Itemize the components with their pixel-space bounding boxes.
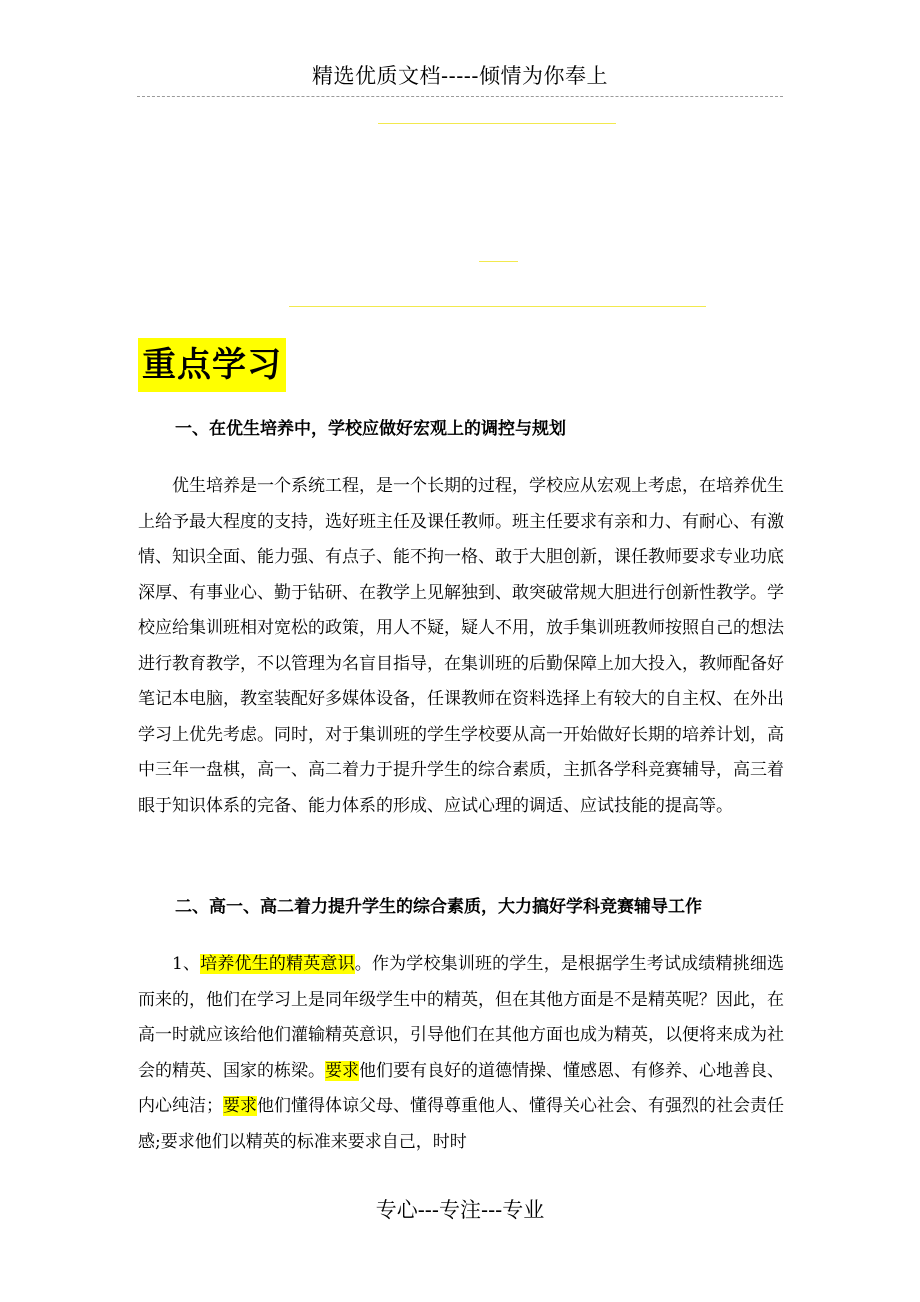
section-heading-2: 二、高一、高二着力提升学生的综合素质，大力搞好学科竞赛辅导工作 — [175, 897, 702, 917]
main-heading: 重点学习 — [138, 338, 286, 392]
item-number: 1、 — [172, 954, 201, 974]
paragraph-text-a: 。作为学校集训班的学生，是根据学生考试成绩精挑细选而来的，他们在学习上是同年级学生中的精英，但在其他方面是不是精英呢？因此，在高一时就应该给他们灌输精英意识，引导他们在其他方面也成为精英，以便将来成为社会的精英、国家的栋梁。 — [138, 954, 784, 1081]
section-heading-1: 一、在优生培养中，学校应做好宏观上的调控与规划 — [175, 419, 566, 439]
header-title: 精选优质文档-----倾情为你奉上 — [312, 64, 608, 88]
section-paragraph-1: 优生培养是一个系统工程，是一个长期的过程，学校应从宏观上考虑，在培养优生上给予最大程度的支持，选好班主任及课任教师。班主任要求有亲和力、有耐心、有激情、知识全面、能力强、有点子、能不拘一格、敢于大胆创新，课任教师要求专业功底深厚、有事业心、勤于钻研、在教学上见解独到、敢突破常规大胆进行创新性教学。学校应给集训班相对宽松的政策，用人不疑，疑人不用，放手集训班教师按照自己的想法进行教育教学，不以管理为名盲目指导，在集训班的后勤保障上加大投入，教师配备好笔记本电脑，教室装配好多媒体设备，任课教师在资料选择上有较大的自主权、在外出学习上优先考虑。同时，对于集训班的学生学校要从高一开始做好长期的培养计划，高中三年一盘棋，高一、高二着力于提升学生的综合素质，主抓各学科竞赛辅导，高三着眼于知识体系的完备、能力体系的形成、应试心理的调适、应试技能的提高等。 — [138, 476, 784, 816]
footer-text: 专心---专注---专业 — [375, 1198, 545, 1222]
section-paragraph-2 — [138, 947, 784, 1160]
decor-line-short — [479, 261, 518, 262]
highlighted-keyword-2: 要求 — [223, 1096, 257, 1116]
paragraph-text-b: 他们要有良好的道德情操、懂感恩、有修养、心地善良、内心纯洁； — [138, 1060, 784, 1116]
header-divider — [137, 96, 783, 97]
highlighted-item-title: 培养优生的精英意识 — [200, 954, 355, 974]
paragraph-text-c: 他们懂得体谅父母、懂得尊重他人、懂得关心社会、有强烈的社会责任感;要求他们以精英的标准来要求自己，时时 — [138, 1096, 784, 1152]
decor-line-long — [289, 306, 706, 307]
decor-line-top — [378, 123, 616, 124]
highlighted-keyword-1: 要求 — [325, 1060, 359, 1081]
